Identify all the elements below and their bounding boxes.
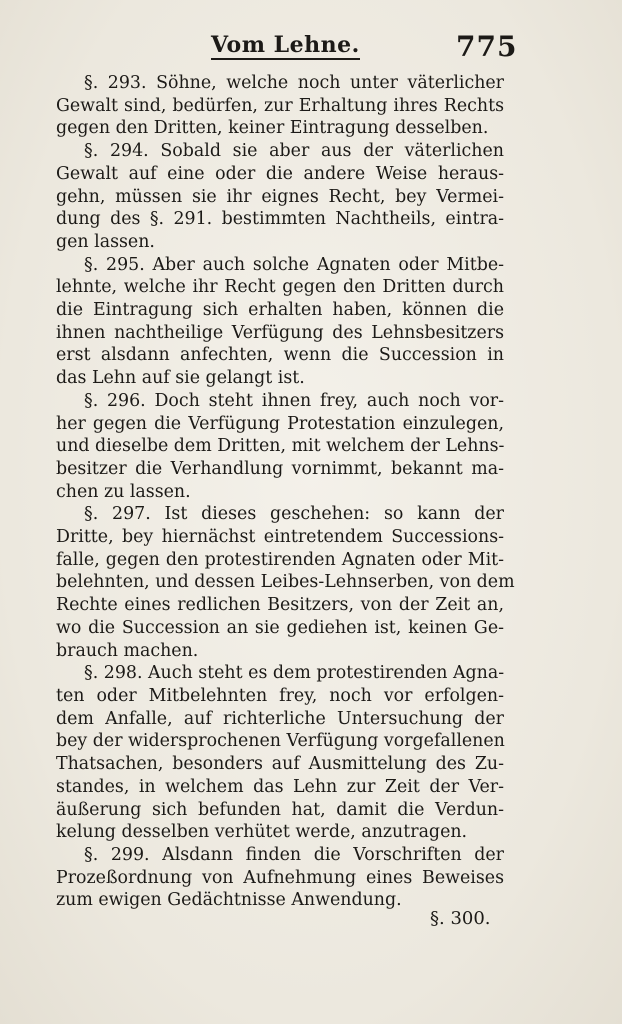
- text-line: chen zu lassen.: [56, 481, 191, 502]
- text-line: §. 296. Doch steht ihnen frey, auch noch vor-: [84, 390, 504, 411]
- paragraph: [56, 140, 504, 254]
- text-line: wo die Succession an sie gediehen ist, keinen Ge-: [56, 617, 504, 638]
- text-line: §. 295. Aber auch solche Agnaten oder Mitbe-: [84, 254, 504, 275]
- paragraph: [56, 844, 504, 912]
- text-line: §. 298. Auch steht es dem protestirenden Agna-: [84, 663, 505, 684]
- text-line: §. 294. Sobald sie aber aus der väterlichen: [84, 141, 504, 162]
- text-line: her gegen die Verfügung Protestation einzulegen,: [56, 413, 504, 434]
- body-text: [56, 72, 515, 912]
- text-line: Gewalt sind, bedürfen, zur Erhaltung ihres Rechts: [56, 95, 504, 116]
- text-line: und dieselbe dem Dritten, mit welchem der Lehns-: [56, 436, 505, 457]
- text-line: belehnten, und dessen Leibes-Lehnserben, von dem: [56, 572, 515, 593]
- text-line: dung des §. 291. bestimmten Nachtheils, eintra-: [56, 209, 504, 230]
- text-line: gegen den Dritten, keiner Eintragung desselben.: [56, 118, 489, 139]
- text-line: standes, in welchem das Lehn zur Zeit der Ver-: [56, 776, 504, 797]
- paragraph: [56, 390, 504, 504]
- text-line: Rechte eines redlichen Besitzers, von der Zeit an,: [56, 595, 504, 616]
- text-line: das Lehn auf sie gelangt ist.: [56, 368, 305, 389]
- page-number: 775: [456, 30, 518, 63]
- paragraph: [56, 254, 504, 390]
- text-line: Prozeßordnung von Aufnehmung eines Beweises: [56, 867, 504, 888]
- text-line: kelung desselben verhütet werde, anzutragen.: [56, 822, 468, 843]
- text-line: Gewalt auf eine oder die andere Weise heraus-: [56, 163, 504, 184]
- paragraph: [56, 72, 504, 140]
- text-line: dem Anfalle, auf richterliche Untersuchung der: [56, 708, 504, 729]
- text-line: erst alsdann anfechten, wenn die Succession in: [56, 345, 504, 366]
- text-line: §. 299. Alsdann finden die Vorschriften der: [84, 844, 504, 865]
- text-line: lehnte, welche ihr Recht gegen den Dritten durch: [56, 277, 504, 298]
- text-line: bey der widersprochenen Verfügung vorgefallenen: [56, 731, 505, 752]
- text-line: die Eintragung sich erhalten haben, können die: [56, 300, 504, 321]
- text-line: Dritte, bey hiernächst eintretendem Successions-: [56, 527, 504, 548]
- text-line: zum ewigen Gedächtnisse Anwendung.: [56, 890, 402, 911]
- text-line: gehn, müssen sie ihr eignes Recht, bey Vermei-: [56, 186, 504, 207]
- text-line: ihnen nachtheilige Verfügung des Lehnsbesitzers: [56, 322, 504, 343]
- text-line: brauch machen.: [56, 640, 199, 661]
- paragraph: [56, 503, 515, 662]
- text-line: ten oder Mitbelehnten frey, noch vor erfolgen-: [56, 685, 504, 706]
- text-line: gen lassen.: [56, 231, 155, 252]
- text-line: äußerung sich befunden hat, damit die Verdun-: [56, 799, 504, 820]
- text-line: Thatsachen, besonders auf Ausmittelung des Zu-: [56, 754, 504, 775]
- running-title: Vom Lehne.: [211, 32, 360, 58]
- text-line: falle, gegen den protestirenden Agnaten oder Mit-: [56, 549, 504, 570]
- text-line: §. 293. Söhne, welche noch unter väterlicher: [84, 73, 504, 93]
- catchword: §. 300.: [430, 908, 491, 929]
- text-line: besitzer die Verhandlung vornimmt, bekannt ma-: [56, 458, 504, 479]
- paragraph: [56, 662, 504, 844]
- page-header: [56, 30, 518, 70]
- text-line: §. 297. Ist dieses geschehen: so kann der: [84, 504, 504, 525]
